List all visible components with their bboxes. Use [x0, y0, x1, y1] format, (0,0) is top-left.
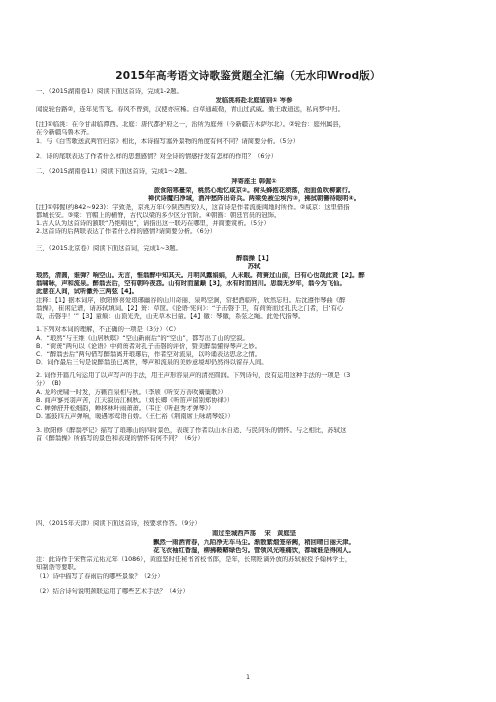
question: 2．诗的尾联表达了作者什么样的思想感情？对全诗的情感抒发有怎样的作用？（6分）	[36, 153, 277, 160]
option: C. 蝉弹舒开松细韵，蝉移林叶雨萧萧。（韦庄《听赵秀才弹琴》）	[36, 405, 215, 412]
poem-text: 花飞衣袖红香湿，柳拂鞍鞯绿色匀。管领风光唯痛饮，都城谁是得闲人。	[153, 547, 355, 554]
poem-text: 飘然一雨洒青春，九陌净无车马尘。渐散紫烟笼帝阙，稍回晴日丽天津。	[153, 539, 355, 546]
section-heading: 四、（2015年天津）阅读下面这首诗，按要求作答。（9分）	[36, 520, 201, 527]
question: （1）诗中描写了春雨后的哪些景象？（2分）	[36, 573, 164, 580]
annotation: 注释：【1】据本词序，欧阳修喜爱琅琊幽谷的山川奇丽、泉鸣空涧，常把酒临听，欣然忘归。后沈遵作琴曲《醉	[36, 297, 346, 304]
question: 2.这首诗的后两联表达了作者什么样的感情?请简要分析。（6分）	[36, 228, 217, 235]
poem-title: 拜寄座主 韩偓①	[231, 178, 277, 185]
page-number: 1	[246, 674, 250, 681]
annotation: [注]①韩偓(约842~923)：字致尧，京兆万年(今陕西西安)人，这首诗是作者流徙闽地时所作。②咸京：这里借指	[36, 204, 350, 211]
poem-text: 禅伏诗魔归净域，酒冲愁阵出奇兵。两梁免被尘埃污③，拂拭朝簪待眼明④。	[147, 195, 361, 202]
poem-text: 闻说轮台路②，连年见雪飞。春风不曾到，汉使亦应稀。白草通疏勒，青山过武威。勤王敢道远，私向梦中归。	[36, 106, 344, 113]
question: 1．与《白雪歌送武判官归京》相比，本诗描写塞外景物的角度有何不同？请简要分析。（5分）	[36, 138, 300, 145]
option: A. 龙吟虎啸一时发，万籁百泉相与秋。（李颀《听安万善吹觱篥歌》）	[36, 389, 227, 396]
poem-title: 醉翁操【1】	[236, 255, 272, 262]
option: A．“琅然”与王维《山居秋暝》“空山新雨后”的“空山”，都写出了山的空寂。	[36, 335, 249, 342]
option: D．词作最后三句是说醉翁虽已离世，琴声和流泉的美妙意境却仍然得以留存人间。	[36, 359, 268, 366]
section-heading: 一、（2015湖南卷1）阅读下面这首诗，完成1-2题。	[36, 88, 183, 95]
annotation: 知制诰等要职。	[36, 564, 81, 571]
question: 1.下列对本词的理解，不正确的一项是（3分）（C）	[36, 326, 180, 333]
poem-author: 苏轼	[247, 263, 261, 270]
poem-text: 琅然，清圆，谁弹？响空山。无言，惟翁醉中知其天。月明风露娟娟，人未眠。荷蒉过山前，曰有心也哉此贤【2】。醉	[36, 272, 365, 279]
section-heading: 三、（2015北京卷）阅读下面这首词，完成1~3题。	[36, 245, 182, 252]
document-title: 2015年高考语文诗歌鉴赏题全汇编（无水印Wrod版）	[115, 70, 381, 82]
poem-text: 此意在人间，试听徽外三两弦【4】。	[36, 288, 138, 295]
question: 2. 词作开篇几句运用了以声写声的手法，用王声形容泉声的清亮圆润。下列诗句，没有运用这种手法的一项是（3	[36, 372, 351, 379]
annotation: [注]①临洮：在今甘肃临潭西。北庭：唐代都护府之一，治所为庭州（今新疆吉木萨尔北）。②轮台：庭州属县，	[36, 121, 346, 128]
section-heading: 二、（2015湖南卷11）阅读下面这首诗，完成1～2题。	[36, 168, 191, 175]
poem-title: 南过至城西芦荡 宋 黄庭坚	[211, 530, 297, 537]
question: 首《醉翁操》所描写的景色和表现的情怀有何不同？（6分）	[36, 435, 204, 442]
question: 分） (B)	[36, 380, 61, 387]
option: B．“荷蒉”两句以《论语》中荷蒉者对孔子击磬的评价，赞美醉翁懂得琴声之妙。	[36, 343, 261, 350]
question: （2）结合诗句说明颈联运用了哪些艺术手法？（4分）	[36, 588, 189, 595]
annotation: 都城长安。③梁：官帽上的横脊，古代以梁的多少区分官阶。④朝簪：朝廷官员的冠饰。	[36, 212, 281, 219]
option: B. 商声寥亮羽声苦，江天寂历江枫秋。（刘长卿《听笛声留别郑协律》）	[36, 397, 234, 404]
poem-text: 翁啸咏，声和流泉。醉翁去后，空有朝吟夜怨。山有时而童巅【3】，水有时而回川。思翁无岁年，翁今为飞仙。	[36, 280, 346, 287]
poem-text: 旅食陪寒臺荣，桃然心地忆咸京②。树头蜂抱花须落，池面鱼吹柳絮行。	[153, 187, 355, 194]
annotation: 哉，击磬乎！’”【3】童巅：山顶光秃，山无草木曰童。【4】徽：琴徽，系弦之绳。此处代指琴。	[36, 313, 305, 320]
question: 1.古人认为这首诗的颔联“乃绝唱也”，请指出这一联巧在哪里，并简要赏析。（5分）	[36, 220, 270, 227]
annotation: 翁操》，崔闲记谱，请苏轼填词。【2】蒉：草筐。《论语·宪问》：“子击磬于卫，有荷蒉而过孔氏之门者，曰‘有心	[36, 305, 344, 312]
question: 3. 欧阳修《醉翁亭记》描写了琅琊山的四时景色，表现了作者以山水自适、与民同乐的情怀。与之相比，苏轼这	[36, 427, 347, 434]
option: D. 塞鼓四五声弹响，暖遇寒莺语自娇。（王仁裕《荆南席上咏胡琴妓》）	[36, 413, 234, 420]
option: C．“醉翁去后”两句借写醉翁离开琅琊后，作者空对流泉，以吟诵表达思念之情。	[36, 351, 262, 358]
poem-title: 发临洮将赴北庭留别① 岑参	[215, 97, 293, 104]
annotation: 在今新疆乌鲁木齐。	[36, 129, 93, 136]
annotation: 注：此诗作于宋哲宗元祐元年（1086），黄庭坚时任秘书省校书郎，是年，长期贬谪外放的苏轼被授予翰林学士，	[36, 556, 352, 563]
